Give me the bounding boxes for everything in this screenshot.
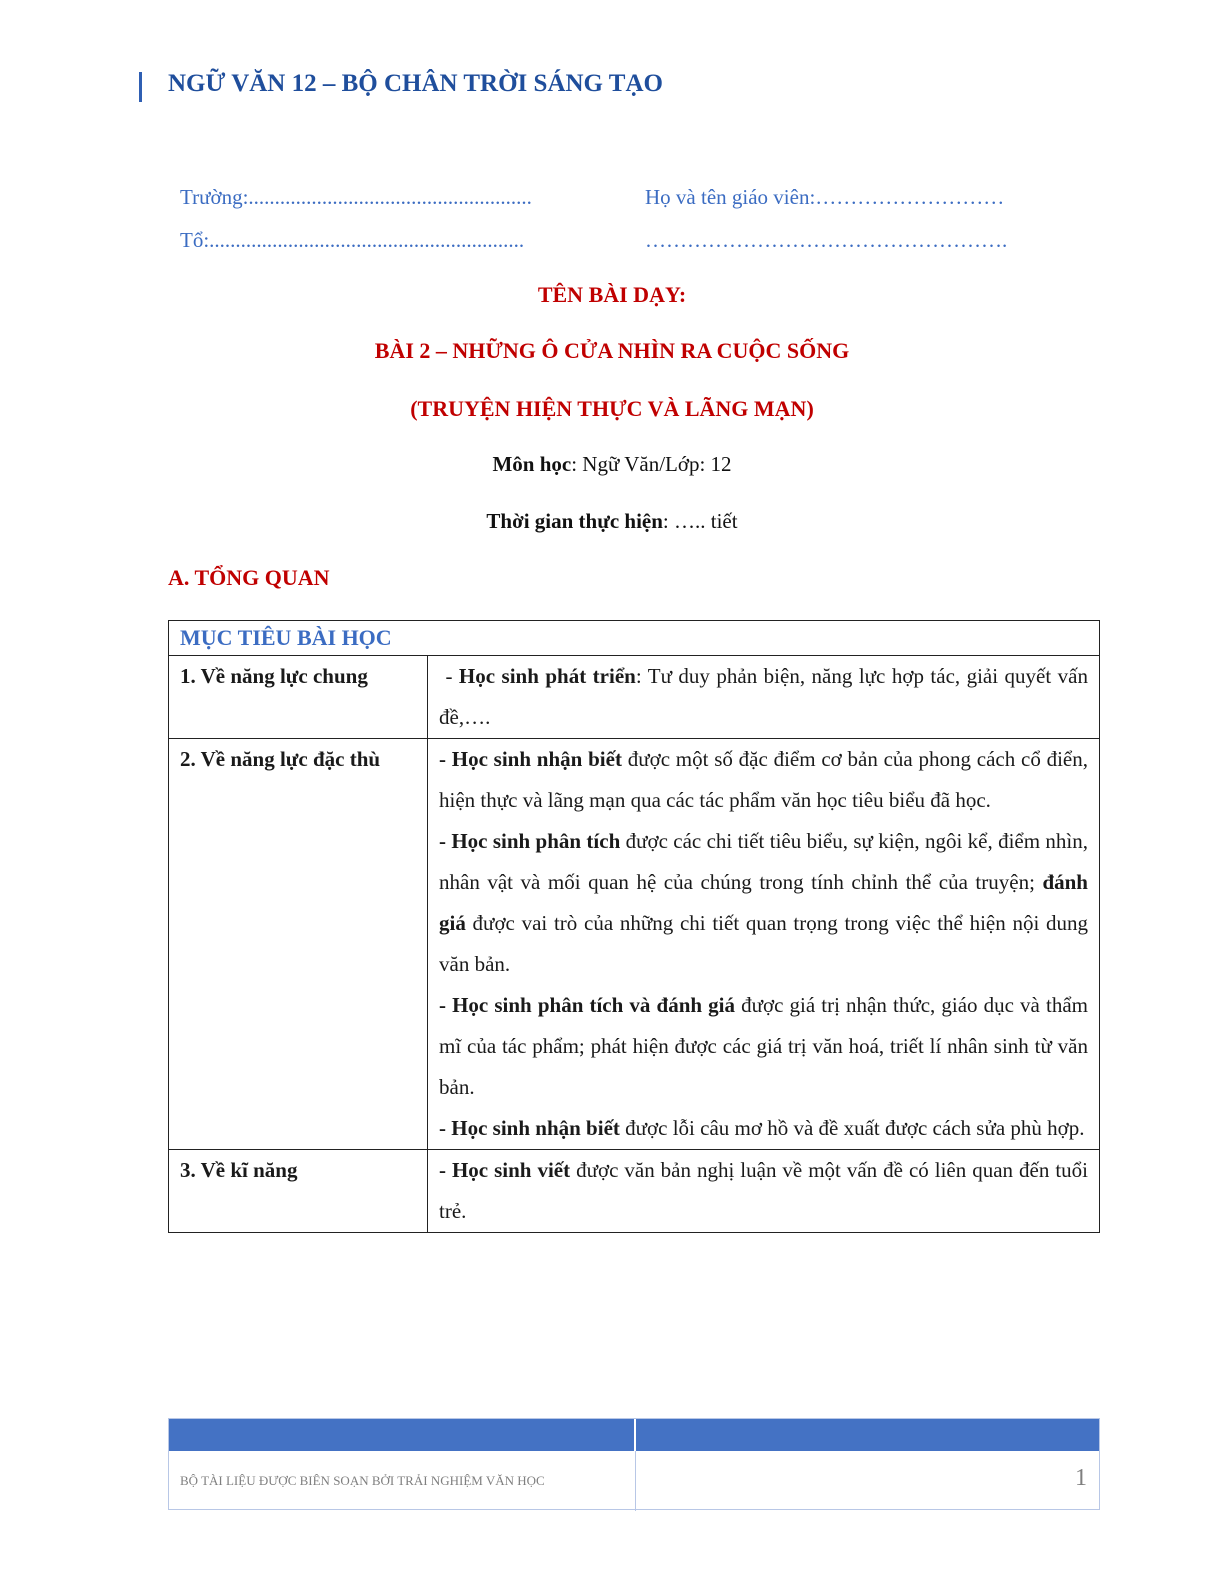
lesson-title: BÀI 2 – NHỮNG Ô CỬA NHÌN RA CUỘC SỐNG — [374, 338, 850, 363]
goal-prefix: - — [439, 664, 459, 688]
goal-text: : Tư duy phản biện, năng lực hợp tác, giải quyết vấn đề,…. — [439, 664, 1088, 729]
footer-credit: BỘ TÀI LIỆU ĐƯỢC BIÊN SOẠN BỞI TRẢI NGHIỆM VĂN HỌC — [180, 1473, 545, 1488]
goal-bold: - Học sinh nhận biết — [439, 747, 622, 771]
row-label: 2. Về năng lực đặc thù — [169, 739, 428, 1150]
goal-text: được các chi tiết tiêu biểu, sự kiện, ngôi kể, điểm nhìn, nhân vật và mối quan hệ của chúng trong tính chỉnh thể của truyện; — [439, 829, 1088, 894]
teacher-name-field-line2: ……………………………………………. — [645, 228, 1008, 252]
goals-table — [168, 620, 1100, 1233]
school-field: Trường:...................................................... — [180, 185, 532, 209]
goal-bold: - Học sinh viết — [439, 1158, 571, 1182]
goal-bold: - Học sinh phân tích — [439, 829, 621, 853]
goal-bold: Học sinh phát triển — [458, 664, 636, 688]
section-a-heading: A. TỔNG QUAN — [168, 565, 330, 590]
goal-bold: - Học sinh phân tích và đánh giá — [439, 993, 735, 1017]
table-row — [169, 656, 1100, 739]
goal-item — [439, 1150, 1088, 1232]
row-content — [428, 1150, 1100, 1233]
time-value: : ….. tiết — [662, 509, 738, 533]
goal-text: được lỗi câu mơ hồ và đề xuất được cách sửa phù hợp. — [619, 1116, 1085, 1140]
lesson-label: TÊN BÀI DẠY: — [537, 282, 687, 307]
subject-line — [0, 452, 1224, 477]
subject-value: : Ngữ Văn/Lớp: 12 — [571, 452, 732, 476]
table-row — [169, 1150, 1100, 1233]
goal-text-secondary: được vai trò của những chi tiết quan trọng trong việc thể hiện nội dung văn bản. — [439, 911, 1088, 976]
page-footer — [168, 1418, 1100, 1510]
footer-divider — [635, 1451, 636, 1511]
group-field: Tổ:............................................................ — [180, 228, 525, 252]
time-label: Thời gian thực hiện — [486, 509, 663, 533]
goal-item — [439, 985, 1088, 1108]
table-row — [169, 739, 1100, 1150]
goal-text: được văn bản nghị luận về một vấn đề có liên quan đến tuổi trẻ. — [439, 1158, 1088, 1223]
goal-item — [439, 739, 1088, 821]
page-number: 1 — [1075, 1465, 1087, 1491]
row-label: 1. Về năng lực chung — [169, 656, 428, 739]
row-label: 3. Về kĩ năng — [169, 1150, 428, 1233]
row-content — [428, 656, 1100, 739]
goal-item — [439, 656, 1088, 738]
goal-item — [439, 821, 1088, 985]
page-header-title: NGỮ VĂN 12 – BỘ CHÂN TRỜI SÁNG TẠO — [168, 70, 663, 97]
row-content — [428, 739, 1100, 1150]
teacher-name-field: Họ và tên giáo viên:……………………… — [645, 185, 1005, 209]
header-accent-bar — [139, 72, 142, 102]
lesson-subtitle: (TRUYỆN HIỆN THỰC VÀ LÃNG MẠN) — [410, 396, 814, 421]
subject-label: Môn học — [492, 452, 572, 476]
goal-bold-secondary: đánh giá — [439, 870, 1088, 935]
goal-text: được giá trị nhận thức, giáo dục và thẩm mĩ của tác phẩm; phát hiện được các giá trị văn hoá, triết lí nhân sinh từ văn bản. — [439, 993, 1088, 1099]
goal-bold: - Học sinh nhận biết — [439, 1116, 620, 1140]
goals-table-caption: MỤC TIÊU BÀI HỌC — [169, 621, 1100, 656]
footer-divider — [634, 1419, 636, 1451]
goals-table-caption-row — [169, 621, 1100, 656]
goal-item — [439, 1108, 1088, 1149]
time-line — [0, 509, 1224, 534]
goal-text: được một số đặc điểm cơ bản của phong cách cổ điển, hiện thực và lãng mạn qua các tác phẩm văn học tiêu biểu đã học. — [439, 747, 1088, 812]
